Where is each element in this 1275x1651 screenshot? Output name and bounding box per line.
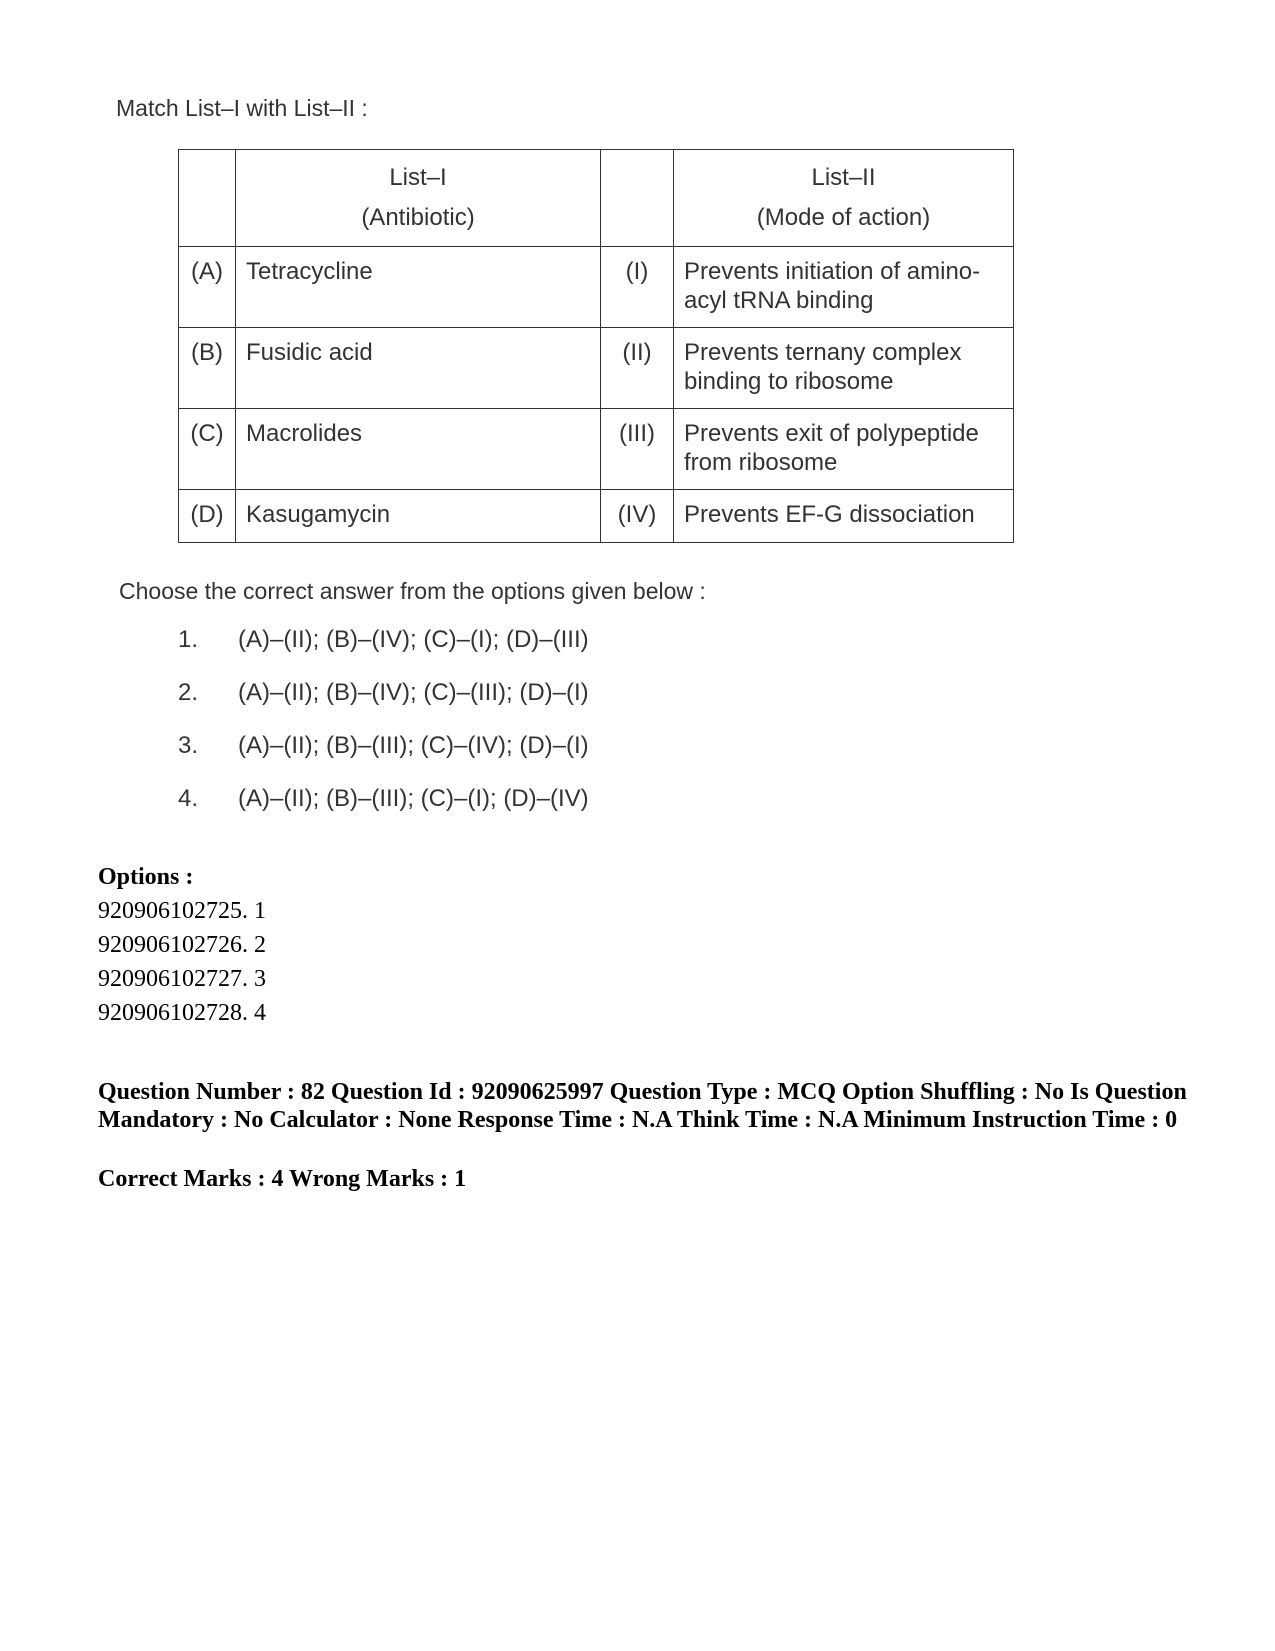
mode-of-action: Prevents EF-G dissociation bbox=[674, 490, 1014, 543]
antibiotic-name: Tetracycline bbox=[236, 247, 601, 328]
answer-choice bbox=[178, 732, 589, 760]
choice-text: (A)–(II); (B)–(IV); (C)–(III); (D)–(I) bbox=[238, 679, 589, 706]
choice-number: 2. bbox=[178, 679, 199, 706]
mode-of-action: Prevents initiation of amino-acyl tRNA binding bbox=[674, 247, 1014, 328]
option-id: 920906102727. 3 bbox=[98, 966, 266, 992]
antibiotic-name: Fusidic acid bbox=[236, 328, 601, 409]
table-header-row bbox=[179, 150, 1014, 247]
header-empty-cell bbox=[179, 150, 236, 247]
options-title: Options : bbox=[98, 864, 194, 890]
option-id: 920906102725. 1 bbox=[98, 898, 266, 924]
choice-text: (A)–(II); (B)–(III); (C)–(IV); (D)–(I) bbox=[238, 732, 589, 759]
row-label: (D) bbox=[179, 490, 236, 543]
list2-subtitle: (Mode of action) bbox=[756, 204, 931, 231]
question-marks: Correct Marks : 4 Wrong Marks : 1 bbox=[98, 1166, 467, 1192]
choice-number: 1. bbox=[178, 626, 199, 653]
row-label: (A) bbox=[179, 247, 236, 328]
answer-choice bbox=[178, 626, 589, 654]
list1-header bbox=[236, 150, 601, 247]
choice-text: (A)–(II); (B)–(III); (C)–(I); (D)–(IV) bbox=[238, 785, 589, 812]
list1-subtitle: (Antibiotic) bbox=[361, 204, 475, 231]
answer-choice bbox=[178, 785, 589, 813]
roman-label: (I) bbox=[601, 247, 674, 328]
choice-text: (A)–(II); (B)–(IV); (C)–(I); (D)–(III) bbox=[238, 626, 589, 653]
antibiotic-name: Macrolides bbox=[236, 409, 601, 490]
choose-instruction: Choose the correct answer from the options given below : bbox=[119, 578, 706, 604]
table-row bbox=[179, 328, 1014, 409]
choice-number: 4. bbox=[178, 785, 199, 812]
question-intro: Match List–I with List–II : bbox=[116, 95, 368, 121]
list2-title: List–II bbox=[811, 164, 876, 191]
roman-label: (III) bbox=[601, 409, 674, 490]
row-label: (B) bbox=[179, 328, 236, 409]
antibiotic-name: Kasugamycin bbox=[236, 490, 601, 543]
question-metadata: Question Number : 82 Question Id : 92090625997 Question Type : MCQ Option Shuffling : No Is Question Mandatory : No Calculator : None Response Time : N.A Think Time : N.A Minimum Instruction Time : 0 bbox=[98, 1079, 1187, 1133]
table-row bbox=[179, 409, 1014, 490]
table-row bbox=[179, 490, 1014, 543]
row-label: (C) bbox=[179, 409, 236, 490]
option-id: 920906102726. 2 bbox=[98, 932, 266, 958]
list2-header bbox=[674, 150, 1014, 247]
table-row bbox=[179, 247, 1014, 328]
list1-title: List–I bbox=[389, 164, 447, 191]
roman-label: (IV) bbox=[601, 490, 674, 543]
answer-choice bbox=[178, 679, 589, 707]
choice-number: 3. bbox=[178, 732, 199, 759]
mode-of-action: Prevents ternany complex binding to ribosome bbox=[674, 328, 1014, 409]
roman-label: (II) bbox=[601, 328, 674, 409]
mode-of-action: Prevents exit of polypeptide from ribosome bbox=[674, 409, 1014, 490]
match-table bbox=[178, 149, 1014, 543]
header-empty-cell bbox=[601, 150, 674, 247]
option-id: 920906102728. 4 bbox=[98, 1000, 266, 1026]
